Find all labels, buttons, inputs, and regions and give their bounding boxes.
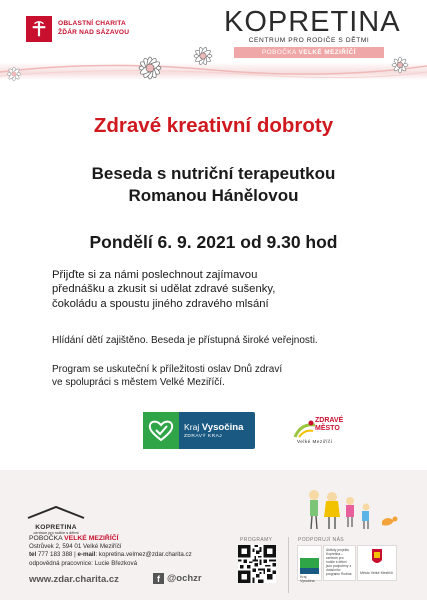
house-roof-icon [26, 505, 86, 519]
event-datetime: Pondělí 6. 9. 2021 od 9.30 hod [89, 232, 338, 252]
event-title: Zdravé kreativní dobroty [93, 114, 334, 137]
event-subtitle [0, 163, 427, 207]
zdrave-line2: MĚSTO [315, 424, 340, 432]
kraj-name [184, 422, 243, 433]
invite-line3: čokoládu a spoustu jiného zdravého mlsání [52, 297, 269, 310]
footer-kopretina-logo [26, 505, 86, 535]
charita-name [58, 19, 129, 37]
footer-branch [29, 535, 239, 543]
kraj-prefix: Kraj [184, 422, 200, 432]
qr-code-icon[interactable] [238, 545, 276, 583]
footer-logo-name: KOPRETINA [35, 524, 77, 531]
tel-number[interactable]: 777 183 388 [37, 551, 73, 559]
footer-divider [288, 537, 289, 593]
kraj-vysocina-logo [143, 412, 255, 449]
program-line2: ve spolupráci s městem Velké Meziříčí. [52, 377, 225, 388]
invite-line2: přednášku a zkusit si udělat zdravé sušenky, [52, 283, 276, 296]
zdrave-mesto-logo [293, 417, 351, 449]
footer-logo-sub: centrum pro rodiče s dětmi [33, 531, 79, 535]
zdrave-line1: ZDRAVÉ [315, 417, 344, 424]
support-kraj-text: Kraj Vysočina [300, 575, 315, 583]
support-town-text: Město Velké Meziříčí [360, 571, 394, 575]
program-line1: Program se uskuteční k příležitosti oslav Dnů zdraví [52, 364, 283, 375]
facebook-icon: f [153, 573, 164, 584]
brand-branch [234, 47, 384, 58]
support-logo-kraj [297, 545, 322, 581]
support-label: PODPORUJÍ NÁS [298, 537, 345, 543]
daisy-flower-icon [380, 52, 420, 78]
program-note [52, 363, 392, 389]
zdrave-mesto-icon [293, 419, 317, 439]
charita-line2: ŽĎÁR NAD SÁZAVOU [58, 29, 130, 36]
footer-branch-name: VELKÉ MEZIŘÍČÍ [64, 535, 119, 542]
email-link[interactable]: kopretina.velmez@zdar.charita.cz [98, 551, 192, 559]
facebook-handle[interactable]: @ochzr [167, 573, 202, 584]
invite-line1: Přijďte si za námi poslechnout zajímavou [52, 269, 258, 281]
programs-label: PROGRAMY [240, 537, 273, 543]
footer-address-block [29, 535, 239, 568]
children-drawing-icon [302, 487, 402, 531]
footer-contact-person: odpovědná pracovnice: Lucie Březková [29, 559, 138, 567]
brand-subtitle: CENTRUM PRO RODIČE S DĚTMI [248, 37, 370, 44]
daisy-flower-icon [122, 52, 178, 84]
brand-name: KOPRETINA [224, 6, 401, 38]
kraj-vysocina: Vysočina [201, 422, 244, 433]
brand-branch-name: VELKÉ MEZIŘÍČÍ [298, 49, 356, 56]
invitation-text [52, 268, 392, 311]
support-logo-mesto [357, 545, 397, 581]
childcare-note: Hlídání dětí zajištěno. Beseda je přístupná široké veřejnosti. [52, 335, 318, 346]
kopretina-brand [224, 6, 401, 58]
footer-contact: tel 777 183 388 | e-mail: kopretina.velmez@zdar.charita.cz [29, 551, 192, 559]
subtitle-line1: Beseda s nutriční terapeutkou [91, 164, 336, 183]
heart-icon [143, 412, 179, 449]
kraj-subtitle: ZDRAVÝ KRAJ [184, 434, 223, 439]
daisy-flower-icon [181, 42, 225, 70]
support-rodina-text: Aktivity projektu Kopretina – centrum pro rodiče s dětmi jsou podpořeny z dotačního programu Rodina [326, 548, 352, 576]
charita-logo [26, 16, 52, 42]
brand-branch-prefix: POBOČKA [262, 49, 297, 56]
website-link[interactable]: www.zdar.charita.cz [29, 574, 119, 585]
daisy-flower-icon [0, 64, 34, 84]
tel-label: tel [29, 551, 37, 559]
charita-cross-icon [30, 20, 48, 38]
town-shield-icon [358, 546, 396, 568]
zdrave-city: Velké Meziříčí [297, 439, 333, 444]
support-logo-rodina [323, 545, 356, 581]
facebook-link[interactable] [153, 573, 202, 584]
charita-line1: OBLASTNÍ CHARITA [58, 20, 126, 27]
subtitle-line2: Romanou Hánělovou [128, 186, 299, 205]
email-label: e-mail [77, 551, 96, 559]
footer-address: Ostrůvek 2, 594 01 Velké Meziříčí [29, 543, 122, 551]
footer-branch-prefix: POBOČKA [29, 535, 63, 542]
